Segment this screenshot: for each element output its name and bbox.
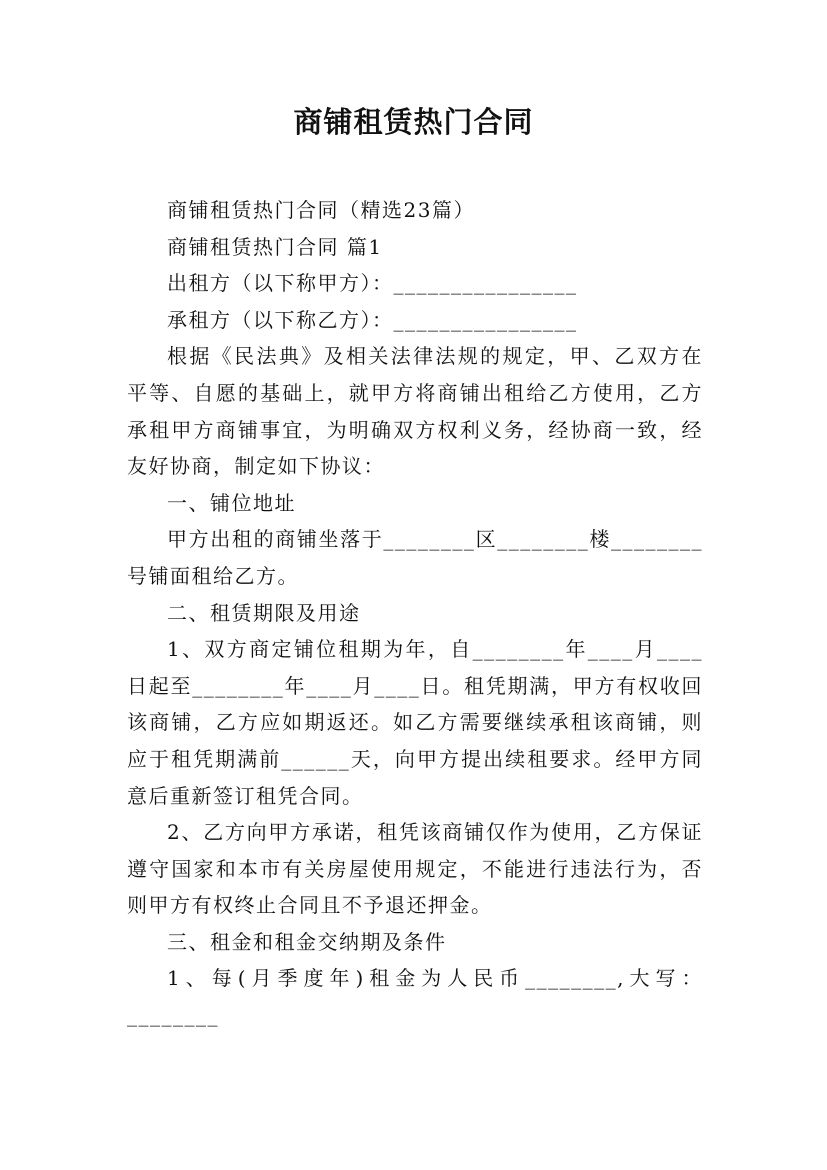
paragraph-preamble: 根据《民法典》及相关法律法规的规定，甲、乙双方在平等、自愿的基础上，就甲方将商铺出租给乙方使用，乙方承租甲方商铺事宜，为明确双方权利义务，经协商一致，经友好协商，制定如下协议： (127, 344, 703, 479)
paragraph-rent-1: 1、每(月季度年)租金为人民币________,大写：________ (127, 966, 703, 1028)
paragraph-section-heading: 商铺租赁热门合同 篇1 (167, 234, 383, 259)
paragraph-heading-term: 二、租赁期限及用途 (167, 600, 361, 625)
paragraph-heading-address: 一、铺位地址 (167, 490, 296, 515)
paragraph-lessee: 承租方（以下称乙方）：________________ (167, 307, 578, 332)
paragraph-term-1: 1、双方商定铺位租期为年，自________年____月____日起至________年____月____日。租凭期满，甲方有权收回该商铺，乙方应如期返还。如乙方需要继续承租该商铺，则应于租凭期满前______天，向甲方提出续租要求。经甲方同意后重新签订租凭合同。 (127, 637, 703, 808)
paragraph-address: 甲方出租的商铺坐落于________区________楼________号铺面租给乙方。 (127, 527, 703, 588)
paragraph-term-2: 2、乙方向甲方承诺，租凭该商铺仅作为使用，乙方保证遵守国家和本市有关房屋使用规定，不能进行违法行为，否则甲方有权终止合同且不予退还押金。 (127, 820, 703, 918)
paragraph-lessor: 出租方（以下称甲方）：________________ (167, 271, 578, 296)
document-body (127, 192, 703, 1034)
paragraph-heading-rent: 三、租金和租金交纳期及条件 (167, 929, 447, 954)
document-title: 商铺租赁热门合同 (293, 105, 534, 139)
paragraph-subtitle: 商铺租赁热门合同（精选23篇） (167, 198, 475, 222)
